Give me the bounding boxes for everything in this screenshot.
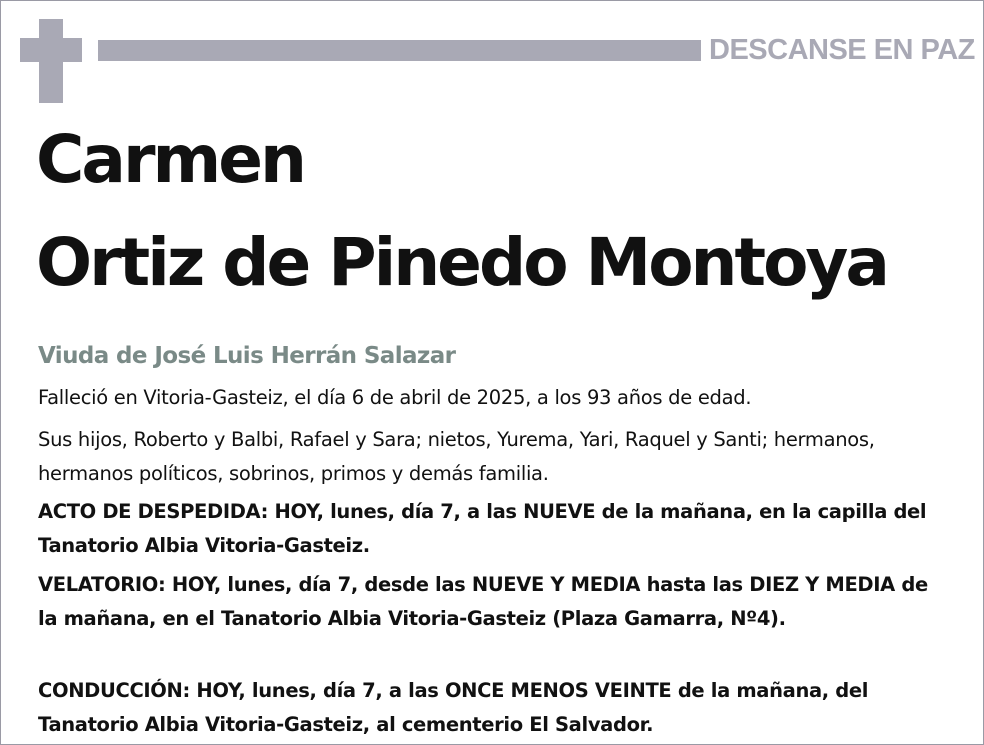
procession-details: CONDUCCIÓN: HOY, lunes, día 7, a las ONCE MENOS VEINTE de la mañana, del Tanatorio Albia Vitoria-Gasteiz, al cementerio El Salvador. (38, 679, 869, 736)
header-rule (98, 40, 701, 61)
wake-details: VELATORIO: HOY, lunes, día 7, desde las NUEVE Y MEDIA hasta las DIEZ Y MEDIA de la mañana, en el Tanatorio Albia Vitoria-Gasteiz (Plaza Gamarra, Nº4). (38, 573, 928, 630)
deceased-surnames: Ortiz de Pinedo Montoya (36, 224, 887, 301)
cross-icon-arm (20, 38, 82, 62)
deceased-first-name: Carmen (36, 121, 305, 198)
rest-in-peace-label: DESCANSE EN PAZ (709, 34, 975, 66)
family-list: Sus hijos, Roberto y Balbi, Rafael y Sara; nietos, Yurema, Yari, Raquel y Santi; hermanos, hermanos políticos, sobrinos, primos y demás familia. (38, 428, 875, 485)
farewell-ceremony: ACTO DE DESPEDIDA: HOY, lunes, día 7, a las NUEVE de la mañana, en la capilla del Tanatorio Albia Vitoria-Gasteiz. (38, 500, 927, 557)
widow-of-line: Viuda de José Luis Herrán Salazar (38, 343, 456, 369)
death-announcement: Falleció en Vitoria-Gasteiz, el día 6 de abril de 2025, a los 93 años de edad. (38, 386, 752, 409)
